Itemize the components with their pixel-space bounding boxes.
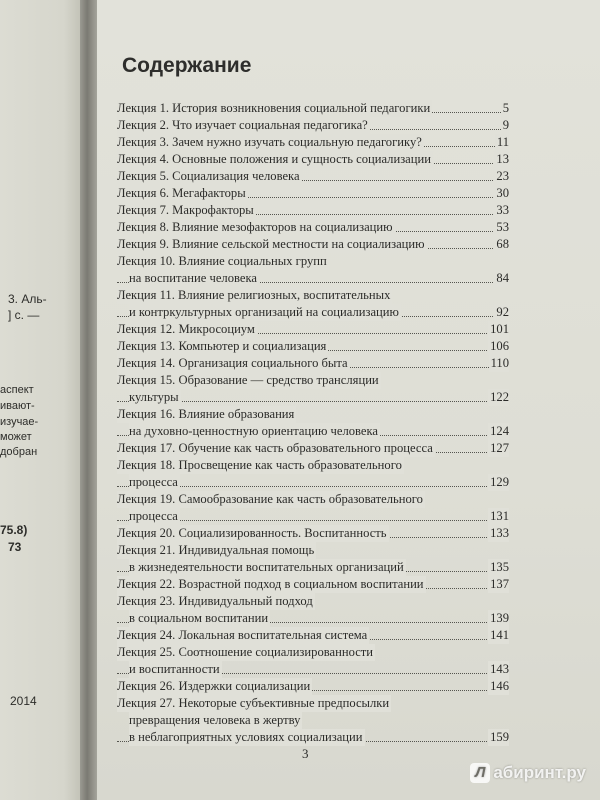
toc-entry — [117, 593, 509, 627]
toc-line — [117, 491, 509, 508]
toc-entry — [117, 219, 509, 236]
toc-entry-title: Лекция 15. Образование — средство трансляции — [117, 373, 379, 387]
toc-entry — [117, 236, 509, 253]
toc-line — [117, 695, 509, 712]
toc-entry — [117, 134, 509, 151]
toc-line — [117, 610, 509, 627]
toc-entry-title: Лекция 18. Просвещение как часть образовательного — [117, 458, 402, 472]
toc-entry-title: превращения человека в жертву — [129, 713, 301, 727]
toc-line — [117, 525, 509, 542]
toc-entry — [117, 491, 509, 525]
toc-entry-title: Лекция 19. Самообразование как часть образовательного — [117, 492, 423, 506]
toc-line — [117, 406, 509, 423]
toc-page-number: 53 — [496, 220, 509, 234]
contents-page — [97, 0, 600, 800]
toc-page-number: 13 — [496, 152, 509, 166]
facing-page-fragment: 3. Аль- — [8, 292, 47, 306]
facing-page-fragment: 2014 — [10, 694, 37, 708]
toc-entry — [117, 525, 509, 542]
toc-entry-title: процесса — [129, 475, 178, 489]
toc-line — [117, 236, 509, 253]
toc-entry-title: и контркультурных организаций на социализацию — [129, 305, 399, 319]
toc-entry — [117, 542, 509, 576]
toc-page-number: 135 — [490, 560, 509, 574]
toc-line — [117, 355, 509, 372]
toc-page-number: 127 — [490, 441, 509, 455]
toc-page-number: 143 — [490, 662, 509, 676]
toc-line — [117, 253, 509, 270]
facing-page-fragment: может — [0, 431, 32, 443]
toc-page-number: 146 — [490, 679, 509, 693]
facing-page-fragment: ] с. — — [8, 308, 40, 322]
toc-page-number: 92 — [496, 305, 509, 319]
toc-entry-title: в социальном воспитании — [129, 611, 269, 625]
toc-entry — [117, 457, 509, 491]
toc-page-number: 106 — [490, 339, 509, 353]
toc-page-number: 23 — [496, 169, 509, 183]
toc-page-number: 68 — [496, 237, 509, 251]
toc-page-number: 110 — [490, 356, 509, 370]
toc-page-number: 5 — [502, 101, 509, 115]
toc-entry — [117, 202, 509, 219]
watermark — [470, 762, 586, 784]
toc-entry-title: Лекция 13. Компьютер и социализация — [117, 339, 327, 353]
toc-entry — [117, 287, 509, 321]
toc-entry-title: Лекция 6. Мегафакторы — [117, 186, 246, 200]
toc-line — [117, 389, 509, 406]
toc-entry-title: Лекция 22. Возрастной подход в социальном воспитании — [117, 577, 424, 591]
labirint-logo-icon: Л — [470, 763, 490, 783]
toc-entry-title: Лекция 26. Издержки социализации — [117, 679, 311, 693]
toc-entry-title: Лекция 27. Некоторые субъективные предпосылки — [117, 696, 390, 710]
toc-entry — [117, 372, 509, 406]
toc-entry-title: на духовно-ценностную ориентацию человека — [129, 424, 379, 438]
toc-line — [117, 202, 509, 219]
toc-entry-title: Лекция 24. Локальная воспитательная система — [117, 628, 368, 642]
toc-page-number: 30 — [496, 186, 509, 200]
toc-line — [117, 576, 509, 593]
toc-page-number: 11 — [496, 135, 509, 149]
facing-page-fragment: 75.8) — [0, 523, 28, 537]
toc-entry — [117, 406, 509, 440]
toc-entry — [117, 576, 509, 593]
toc-line — [117, 457, 509, 474]
toc-entry-title: Лекция 14. Организация социального быта — [117, 356, 348, 370]
toc-entry-title: Лекция 1. История возникновения социальной педагогики — [117, 101, 431, 115]
toc-entry-title: Лекция 16. Влияние образования — [117, 407, 295, 421]
toc-line — [117, 134, 509, 151]
toc-entry-title: в жизнедеятельности воспитательных организаций — [129, 560, 404, 574]
toc-page-number: 9 — [502, 118, 509, 132]
toc-line — [117, 151, 509, 168]
toc-line — [117, 440, 509, 457]
toc-entry-title: Лекция 7. Макрофакторы — [117, 203, 254, 217]
facing-page-fragment: 73 — [8, 540, 22, 554]
toc-entry — [117, 117, 509, 134]
toc-page-number: 124 — [490, 424, 509, 438]
toc-entry — [117, 440, 509, 457]
toc-entry — [117, 355, 509, 372]
toc-page-number: 84 — [496, 271, 509, 285]
facing-page-fragment: изучае- — [0, 416, 39, 428]
toc-entry-title: Лекция 8. Влияние мезофакторов на социализацию — [117, 220, 393, 234]
toc-entry — [117, 338, 509, 355]
book-gutter — [80, 0, 98, 800]
toc-page-number: 131 — [490, 509, 509, 523]
toc-entry-title: культуры — [129, 390, 179, 404]
toc-line — [117, 100, 509, 117]
toc-page-number: 122 — [490, 390, 509, 404]
toc-line — [117, 627, 509, 644]
toc-line — [117, 304, 509, 321]
toc-entry-title: Лекция 2. Что изучает социальная педагогика? — [117, 118, 368, 132]
toc-line — [117, 508, 509, 525]
toc-entry-title: Лекция 5. Социализация человека — [117, 169, 300, 183]
toc-entry-title: Лекция 10. Влияние социальных групп — [117, 254, 327, 268]
toc-line — [117, 559, 509, 576]
toc-line — [117, 474, 509, 491]
toc-line — [117, 117, 509, 134]
toc-entry-title: Лекция 21. Индивидуальная помощь — [117, 543, 315, 557]
toc-line — [117, 593, 509, 610]
toc-entry — [117, 644, 509, 678]
toc-page-number: 141 — [490, 628, 509, 642]
toc-entry-title: на воспитание человека — [129, 271, 257, 285]
toc-entry-title: в неблагоприятных условиях социализации — [129, 730, 363, 744]
toc-page-number: 139 — [490, 611, 509, 625]
toc-line — [117, 321, 509, 338]
toc-entry — [117, 168, 509, 185]
toc-line — [117, 542, 509, 559]
toc-entry-title: Лекция 11. Влияние религиозных, воспитательных — [117, 288, 391, 302]
toc-line — [117, 678, 509, 695]
facing-page-fragment: добран — [0, 446, 38, 458]
toc-line — [117, 729, 509, 746]
toc-line — [117, 338, 509, 355]
toc-entry-title: процесса — [129, 509, 178, 523]
toc-entry-title: Лекция 3. Зачем нужно изучать социальную педагогику? — [117, 135, 422, 149]
toc-line — [117, 219, 509, 236]
toc-line — [117, 372, 509, 389]
toc-page-number: 159 — [490, 730, 509, 744]
toc-page-number: 137 — [490, 577, 509, 591]
facing-page-fragment: ивают- — [0, 400, 35, 412]
watermark-text: абиринт.ру — [493, 763, 586, 782]
toc-entry — [117, 695, 509, 746]
table-of-contents — [117, 100, 509, 746]
toc-entry-title: Лекция 17. Обучение как часть образовательного процесса — [117, 441, 433, 455]
toc-entry — [117, 321, 509, 338]
toc-entry — [117, 678, 509, 695]
toc-entry — [117, 100, 509, 117]
toc-page-number: 101 — [490, 322, 509, 336]
toc-page-number: 133 — [490, 526, 509, 540]
toc-entry-title: Лекция 25. Соотношение социализированности — [117, 645, 374, 659]
facing-page-fragment: аспект — [0, 384, 34, 396]
toc-line — [117, 185, 509, 202]
toc-line — [117, 287, 509, 304]
toc-entry-title: Лекция 9. Влияние сельской местности на социализацию — [117, 237, 425, 251]
toc-line — [117, 423, 509, 440]
toc-line — [117, 712, 509, 729]
toc-entry — [117, 627, 509, 644]
toc-page-number: 129 — [490, 475, 509, 489]
toc-page-number: 33 — [496, 203, 509, 217]
page-title: Содержание — [122, 54, 252, 77]
toc-entry — [117, 185, 509, 202]
toc-entry-title: Лекция 23. Индивидуальный подход — [117, 594, 313, 608]
toc-entry-title: Лекция 4. Основные положения и сущность социализации — [117, 152, 431, 166]
facing-page — [0, 0, 80, 800]
page-number: 3 — [302, 746, 309, 761]
toc-entry-title: и воспитанности — [129, 662, 220, 676]
toc-line — [117, 644, 509, 661]
toc-line — [117, 168, 509, 185]
toc-line — [117, 661, 509, 678]
toc-entry-title: Лекция 12. Микросоциум — [117, 322, 255, 336]
toc-entry-title: Лекция 20. Социализированность. Воспитанность — [117, 526, 387, 540]
toc-entry — [117, 151, 509, 168]
toc-entry — [117, 253, 509, 287]
toc-line — [117, 270, 509, 287]
